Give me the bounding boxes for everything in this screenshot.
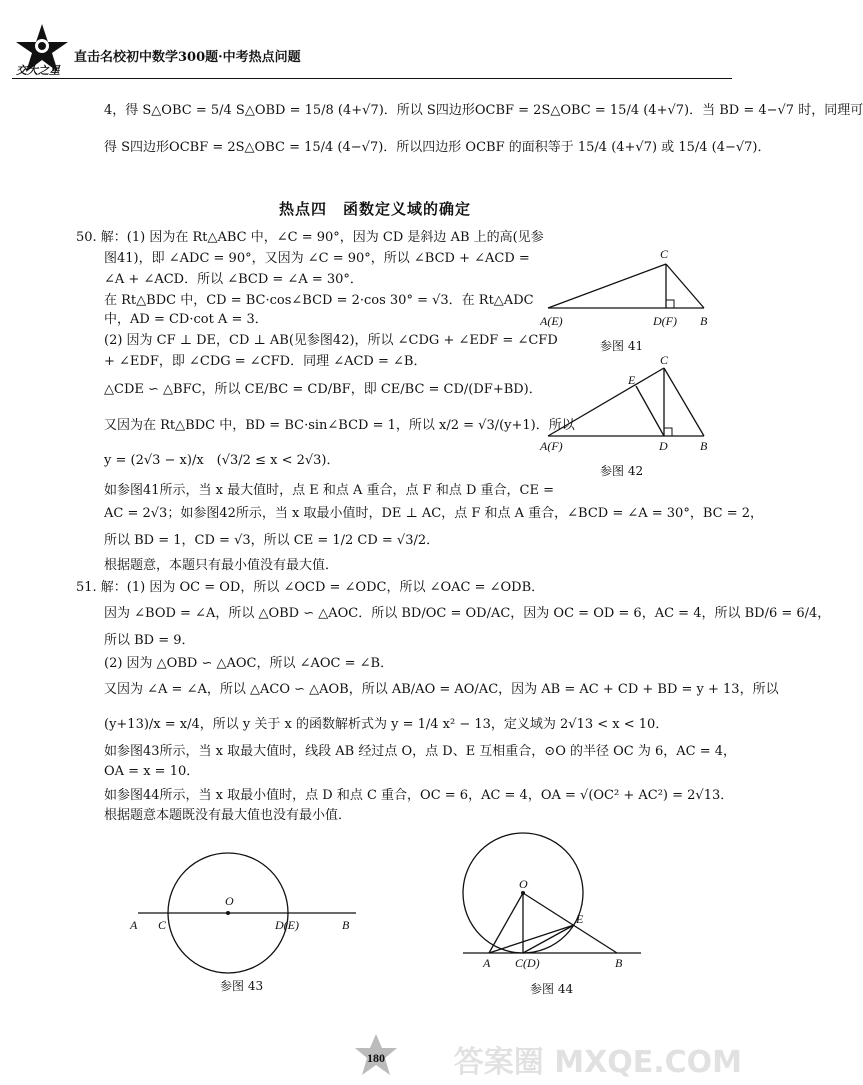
book-title: 直击名校初中数学300题·中考热点问题 — [74, 50, 301, 65]
fig43-label-c: C — [158, 918, 167, 932]
text-line: 因为 ∠BOD = ∠A，所以 △OBD ∽ △AOC．所以 BD/OC = OD/AC，因为 OC = OD = 6，AC = 4，所以 BD/6 = 6/4， — [104, 606, 831, 621]
fig42-label-d: D — [659, 439, 668, 453]
text-line: △CDE ∽ △BFC，所以 CE/BC = CD/BF，即 CE/BC = CD/(DF+BD)． — [104, 382, 542, 397]
text-line: 得 S四边形OCBF = 2S△OBC = 15/4 (4−√7)．所以四边形 OCBF 的面积等于 15/4 (4+√7) 或 15/4 (4−√7)． — [104, 140, 771, 155]
text-line: 如参图41所示，当 x 最大值时，点 E 和点 A 重合，点 F 和点 D 重合，CE = — [104, 483, 554, 498]
fig44-line-ob — [523, 893, 617, 953]
text-line: (2) 因为 CF ⊥ DE，CD ⊥ AB(见参图42)，所以 ∠CDG + ∠EDF = ∠CFD — [104, 333, 558, 348]
fig41-label-b: B — [700, 314, 708, 328]
text-line: 根据题意，本题只有最小值没有最大值． — [104, 558, 339, 573]
fig41-label-d: D(F) — [653, 314, 677, 328]
fig41-line-cb — [666, 264, 704, 308]
fig44-center — [521, 891, 525, 895]
text-line: 51. 解：(1) 因为 OC = OD，所以 ∠OCD = ∠ODC，所以 ∠OAC = ∠ODB． — [76, 580, 545, 595]
text-line: AC = 2√3；如参图42所示，当 x 取最小值时，DE ⊥ AC，点 F 和点 A 重合，∠BCD = ∠A = 30°，BC = 2， — [104, 506, 763, 521]
figure-caption: 参图 42 — [600, 464, 644, 478]
fig44-label-e: E — [576, 912, 584, 926]
text-line: 如参图43所示，当 x 取最大值时，线段 AB 经过点 O，点 D、E 互相重合，⊙O 的半径 OC 为 6，AC = 4， — [104, 744, 737, 759]
figure-caption: 参图 43 — [220, 979, 264, 993]
fig42-label-b: B — [700, 439, 708, 453]
text-line: 所以 BD = 1，CD = √3，所以 CE = 1/2 CD = √3/2． — [104, 533, 440, 548]
text-line: OA = x = 10． — [104, 764, 200, 779]
text-line: 图41)，即 ∠ADC = 90°，又因为 ∠C = 90°，所以 ∠BCD + ∠ACD = — [104, 251, 530, 266]
fig44-label-b: B — [615, 956, 623, 970]
text-line: 如参图44所示，当 x 取最小值时，点 D 和点 C 重合，OC = 6，AC = 4，OA = √(OC² + AC²) = 2√13． — [104, 788, 734, 803]
text-line: 中，AD = CD·cot A = 3． — [104, 312, 268, 327]
fig44-label-a: A — [483, 956, 491, 970]
text-line: (y+13)/x = x/4，所以 y 关于 x 的函数解析式为 y = 1/4 x² − 13，定义域为 2√13 < x < 10． — [104, 717, 669, 732]
fig43-label-d: D(E) — [275, 918, 299, 932]
fig42-line-cb — [664, 368, 704, 436]
text-line: 50. 解：(1) 因为在 Rt△ABC 中，∠C = 90°，因为 CD 是斜边 AB 上的高(见参 — [76, 230, 544, 245]
figure-caption: 参图 41 — [600, 339, 644, 353]
figure-44 — [455, 830, 655, 975]
figure-43 — [120, 845, 370, 965]
text-line: 所以 BD = 9． — [104, 633, 195, 648]
fig43-label-o: O — [225, 894, 234, 908]
header-rule — [12, 78, 732, 79]
fig43-label-b: B — [342, 918, 350, 932]
text-line: 4，得 S△OBC = 5/4 S△OBD = 15/8 (4+√7)．所以 S四边形OCBF = 2S△OBC = 15/4 (4+√7)．当 BD = 4−√7 时，同理可 — [104, 103, 863, 118]
fig43-label-a: A — [130, 918, 138, 932]
fig41-right-angle — [666, 300, 674, 308]
text-line: + ∠EDF，即 ∠CDG = ∠CFD．同理 ∠ACD = ∠B． — [104, 354, 427, 369]
fig44-label-o: O — [519, 877, 528, 891]
fig44-label-c: C(D) — [515, 956, 540, 970]
page-number-badge — [353, 1033, 399, 1079]
book-subtitle: 交大之星 — [16, 64, 60, 77]
watermark: 答案圈 MXQE.COM — [453, 1045, 742, 1080]
fig42-line-de — [636, 386, 664, 436]
text-line: 根据题意本题既没有最大值也没有最小值． — [104, 808, 352, 823]
fig41-label-a: A(E) — [540, 314, 563, 328]
fig41-line-ac — [548, 264, 666, 308]
text-line: 在 Rt△BDC 中，CD = BC·cos∠BCD = 2·cos 30° = √3．在 Rt△ADC — [104, 293, 534, 308]
text-line: 又因为在 Rt△BDC 中，BD = BC·sin∠BCD = 1，所以 x/2 = √3/(y+1)．所以 — [104, 418, 575, 433]
fig42-line-ac — [548, 368, 664, 436]
fig42-label-e: E — [628, 373, 636, 387]
fig42-label-a: A(F) — [540, 439, 563, 453]
page-number: 180 — [367, 1051, 385, 1065]
section-title: 热点四 函数定义域的确定 — [278, 200, 471, 218]
text-line: 又因为 ∠A = ∠A，所以 △ACO ∽ △AOB，所以 AB/AO = AO/AC，因为 AB = AC + CD + BD = y + 13，所以 — [104, 682, 779, 697]
figure-caption: 参图 44 — [530, 982, 574, 996]
text-line: y = (2√3 − x)/x (√3/2 ≤ x < 2√3)． — [104, 453, 340, 468]
figure-41 — [540, 230, 720, 340]
text-line: (2) 因为 △OBD ∽ △AOC，所以 ∠AOC = ∠B． — [104, 656, 394, 671]
fig42-label-c: C — [660, 353, 669, 367]
fig43-center — [226, 911, 230, 915]
page-header — [12, 22, 352, 78]
figure-42 — [540, 352, 720, 457]
text-line: ∠A + ∠ACD．所以 ∠BCD = ∠A = 30°． — [104, 272, 363, 287]
fig41-label-c: C — [660, 247, 669, 261]
fig42-right-angle — [664, 428, 672, 436]
